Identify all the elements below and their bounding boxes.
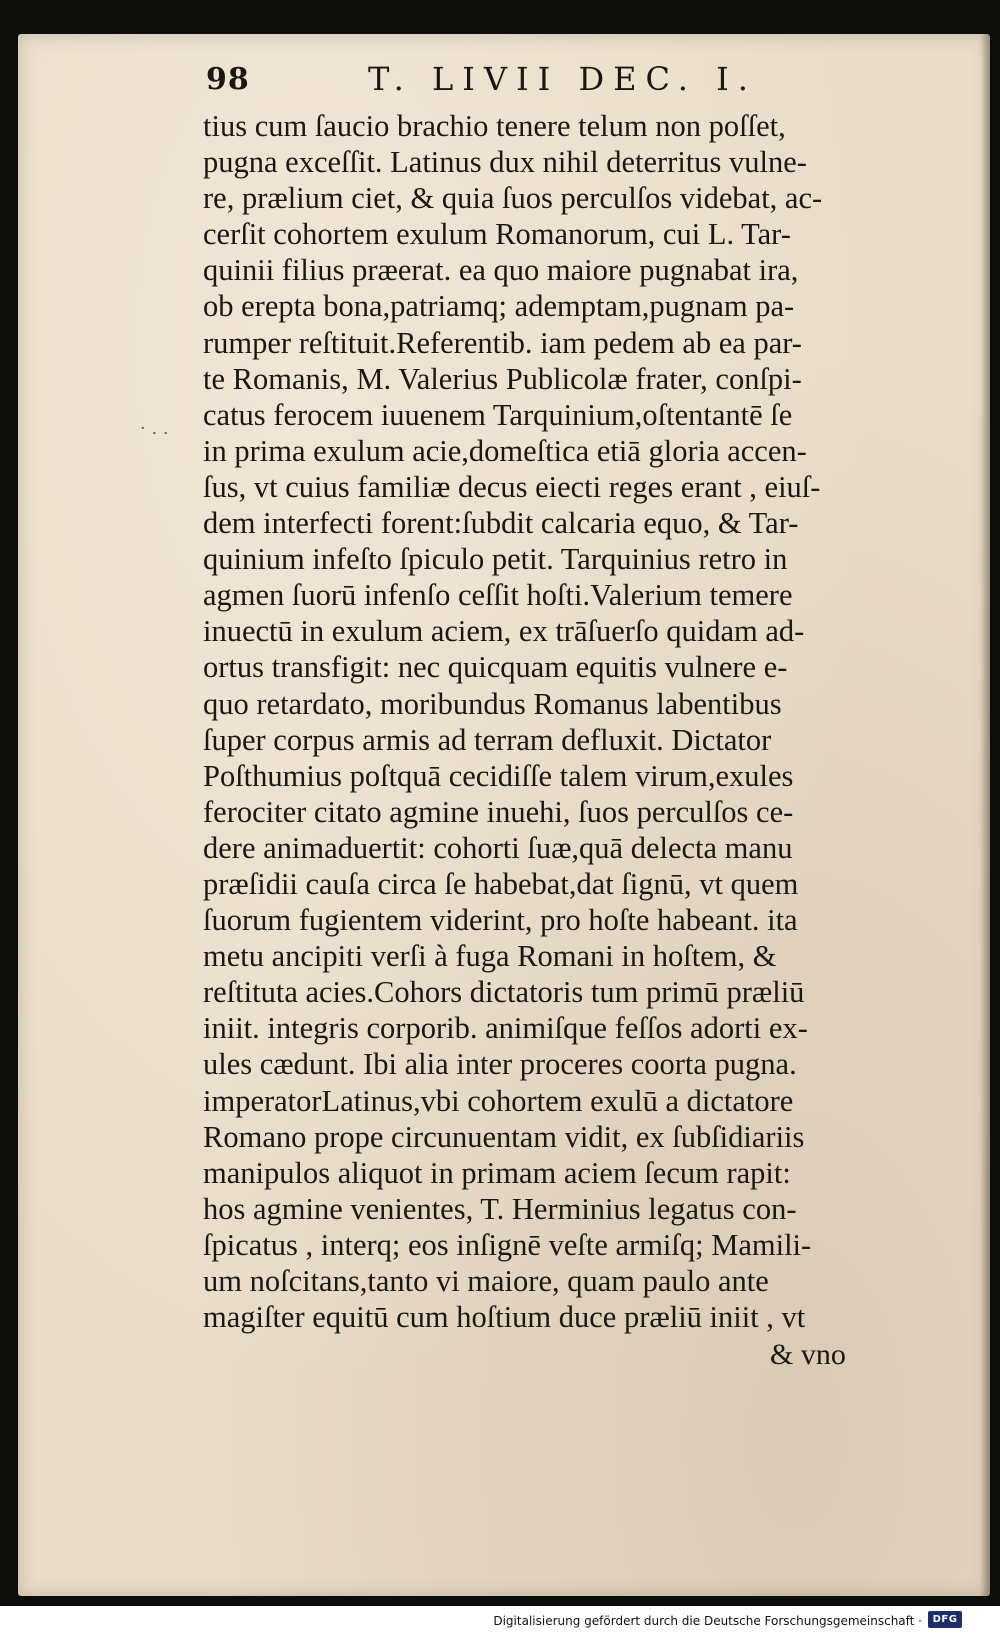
text-line: pugna exceſſit. Latinus dux nihil deterritus vulne- <box>203 145 807 180</box>
funding-credit: Digitalisierung gefördert durch die Deutsche Forschungsgemeinschaft · <box>493 1614 922 1628</box>
running-head <box>200 58 920 104</box>
text-line: ſus, vt cuius familiæ decus eiecti reges erant , eiuſ- <box>203 469 821 504</box>
text-line: in prima exulum acie,domeſtica etiā gloria accen- <box>203 433 807 468</box>
text-line: catus ferocem iuuenem Tarquinium,oſtentantē ſe <box>203 397 793 432</box>
text-line: ob erepta bona,patriamq; ademptam,pugnam pa- <box>203 289 795 324</box>
text-line: magiſter equitū cum hoſtium duce præliū iniit , vt <box>203 1300 806 1335</box>
text-line: rumper reſtituit.Referentib. iam pedem ab ea par- <box>203 325 802 360</box>
text-line: um noſcitans,tanto vi maiore, quam paulo ante <box>203 1264 769 1298</box>
text-line: dere animaduertit: cohorti ſuæ,quā delecta manu <box>203 830 793 865</box>
text-line: tius cum ſaucio brachio tenere telum non poſſet, <box>203 109 786 143</box>
text-line: præſidii cauſa circa ſe habebat,dat ſignū, vt quem <box>203 866 799 901</box>
text-line: cerſit cohortem exulum Romanorum, cui L. Tar- <box>203 217 791 252</box>
text-line: manipulos aliquot in primam aciem ſecum rapit: <box>203 1155 791 1190</box>
text-line: quo retardato, moribundus Romanus labentibus <box>203 686 782 721</box>
text-line: te Romanis, M. Valerius Publicolæ frater, conſpi- <box>203 361 802 396</box>
text-line: imperatorLatinus,vbi cohortem exulū a dictatore <box>203 1083 794 1118</box>
running-title: T. LIVII DEC. I. <box>368 60 757 98</box>
text-line: hos agmine venientes, T. Herminius legatus con- <box>203 1191 797 1226</box>
text-line: dem interfecti forent:ſubdit calcaria equo, & Tar- <box>203 506 799 541</box>
page-number: 98 <box>206 62 250 97</box>
body-text <box>203 108 915 1335</box>
text-line: ortus transfigit: nec quicquam equitis vulnere e- <box>203 650 788 685</box>
catchword: & vno <box>770 1338 846 1371</box>
margin-dots: · . . <box>140 418 169 439</box>
text-line: quinii filius præerat. ea quo maiore pugnabat ira, <box>203 253 799 288</box>
text-line: quinium infeſto ſpiculo petit. Tarquinius retro in <box>203 542 788 577</box>
footer-bar <box>0 1606 1000 1634</box>
page-edge-shadow <box>980 34 990 1596</box>
text-line: ules cædunt. Ibi alia inter proceres coorta pugna. <box>203 1047 797 1082</box>
text-line: Romano prope circunuentam vidit, ex ſubſidiariis <box>203 1119 805 1154</box>
text-line: ſuper corpus armis ad terram defluxit. Dictator <box>203 722 772 757</box>
text-line: iniit. integris corporib. animiſque feſſos adorti ex- <box>203 1011 808 1046</box>
dfg-logo: DFG <box>928 1611 962 1628</box>
text-line: ferociter citato agmine inuehi, ſuos perculſos ce- <box>203 794 794 829</box>
text-line: ſuorum fugientem viderint, pro hoſte habeant. ita <box>203 903 798 938</box>
text-line: reſtituta acies.Cohors dictatoris tum primū præliū <box>203 975 805 1010</box>
text-line: Poſthumius poſtquā cecidiſſe talem virum,exules <box>203 758 794 793</box>
text-line: inuectū in exulum aciem, ex trāſuerſo quidam ad- <box>203 614 805 649</box>
text-line: metu ancipiti verſi à fuga Romani in hoſtem, & <box>203 939 777 974</box>
text-line: agmen ſuorū infenſo ceſſit hoſti.Valerium temere <box>203 578 793 613</box>
text-line: re, prælium ciet, & quia ſuos perculſos videbat, ac- <box>203 181 823 216</box>
text-line: ſpicatus , interq; eos inſignē veſte armiſq; Mamili- <box>203 1227 812 1262</box>
